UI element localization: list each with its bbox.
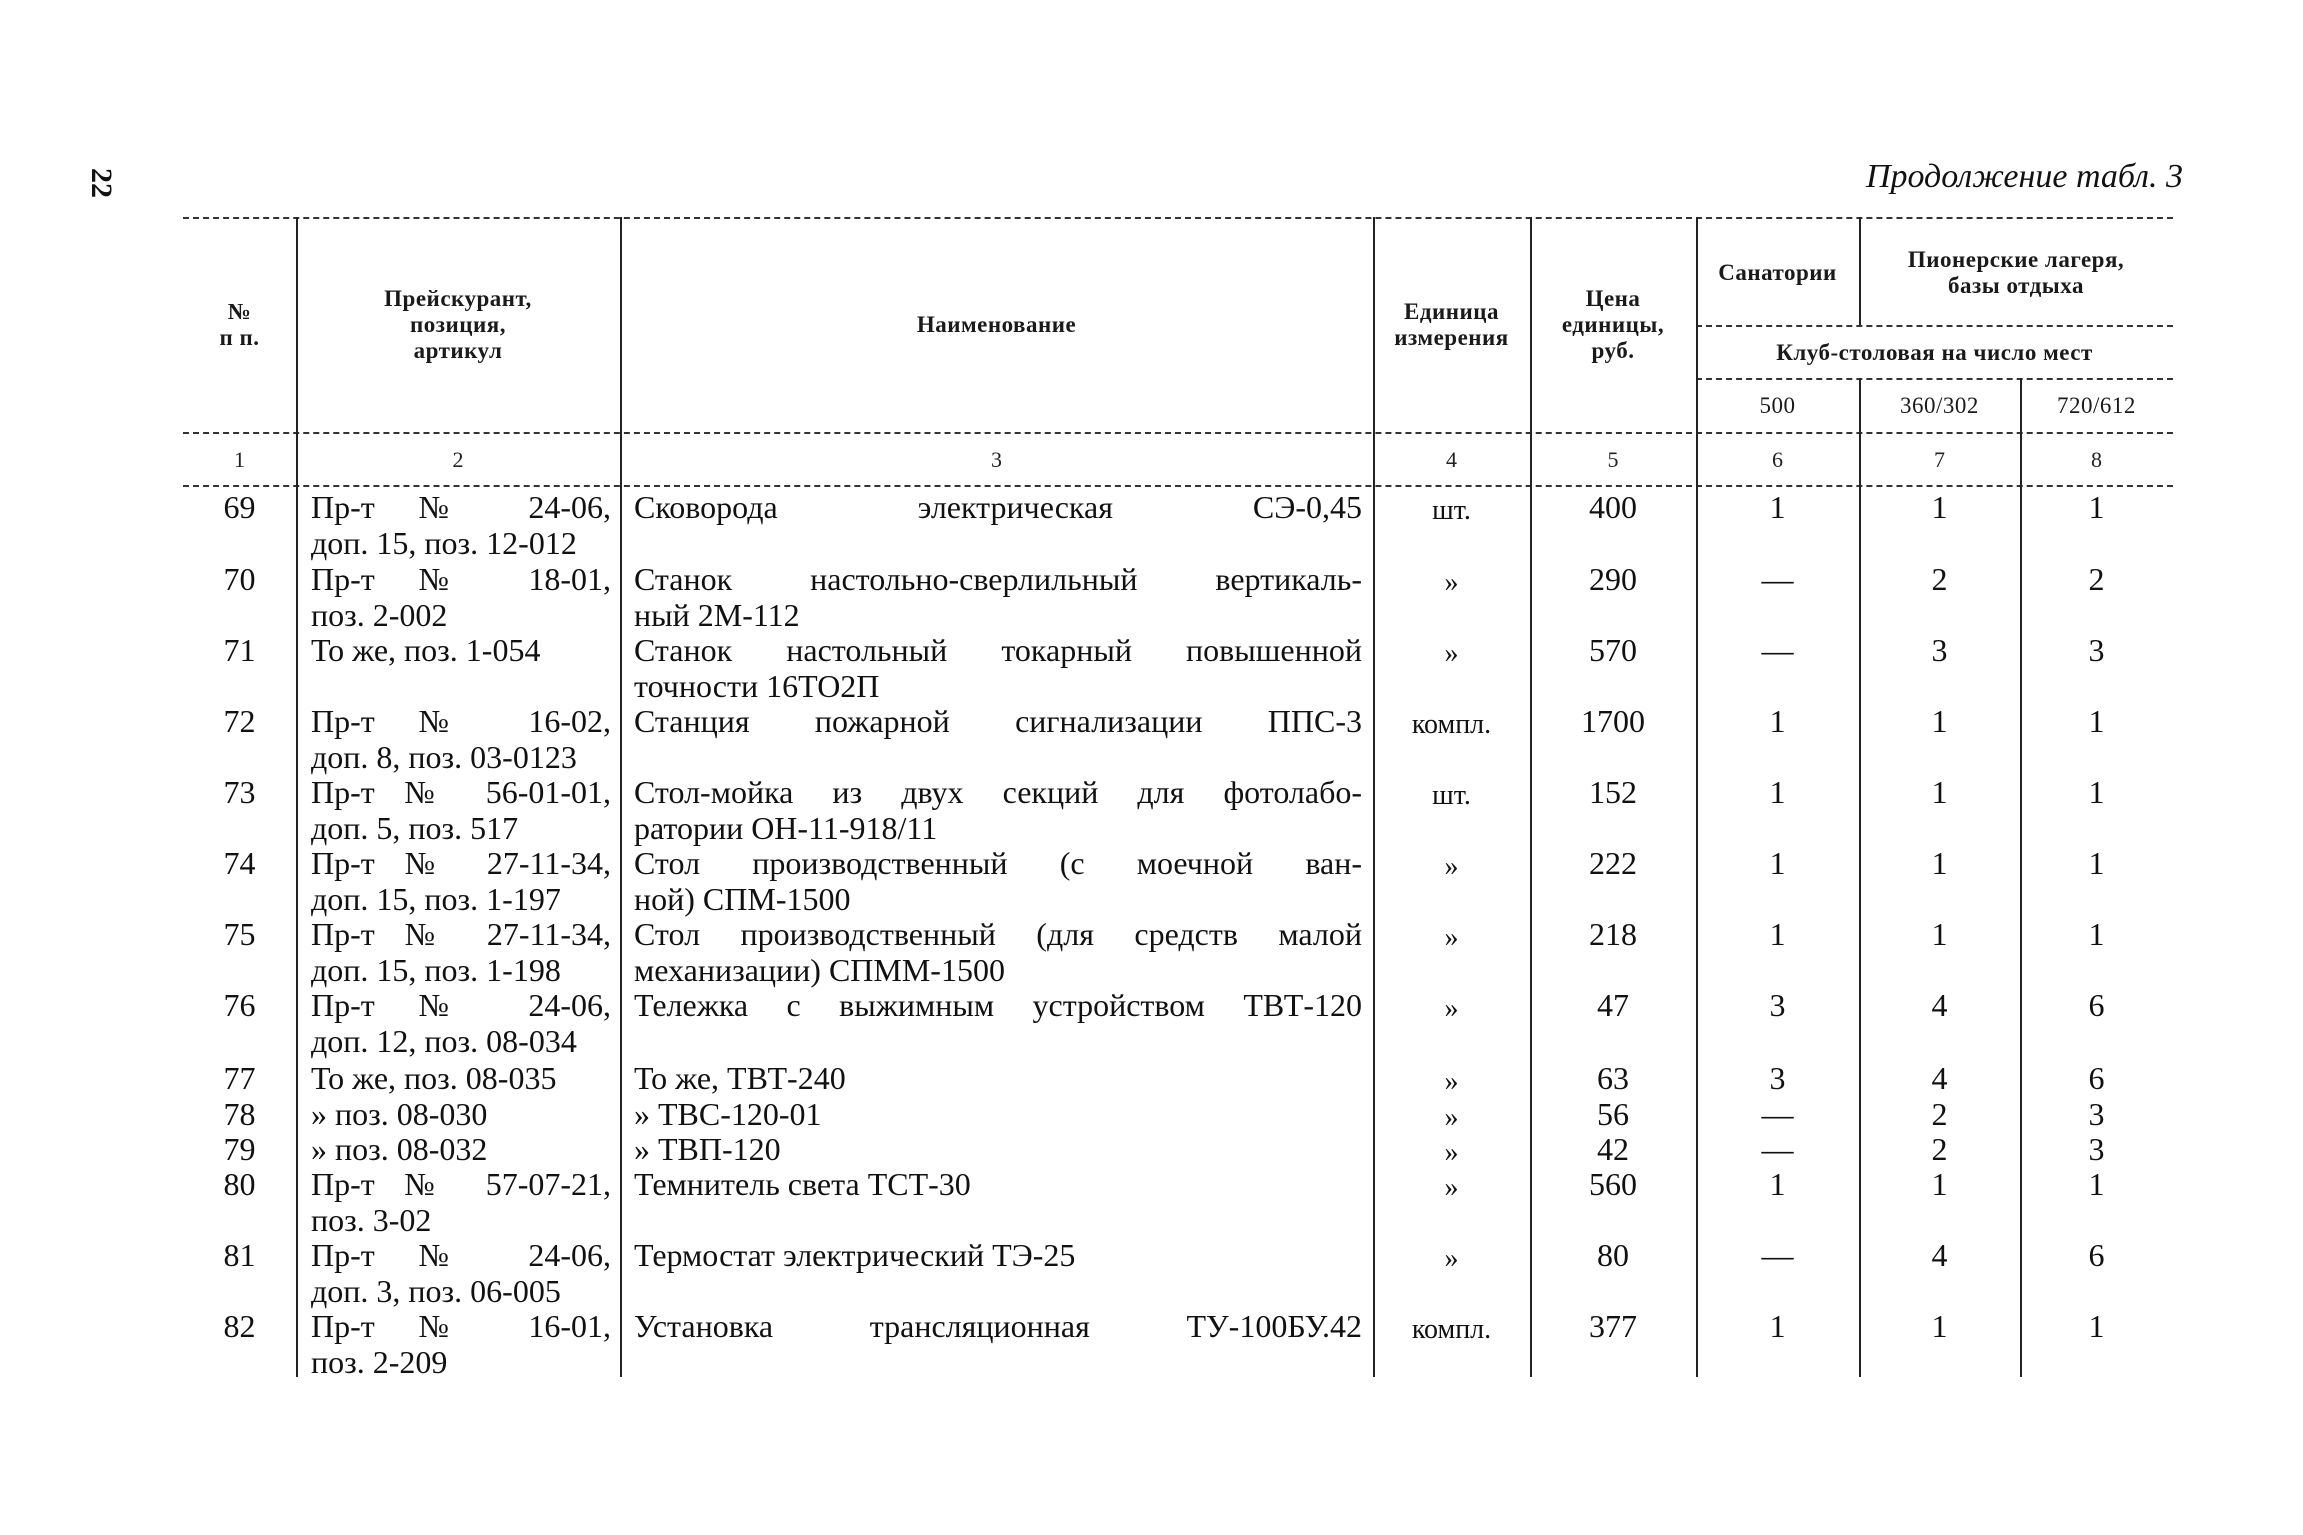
row-name: » ТВП-120: [634, 1131, 781, 1167]
row-quantity-c8: 1: [2088, 703, 2105, 739]
row-source: » поз. 08-032: [311, 1131, 488, 1167]
row-number: 69: [223, 489, 256, 525]
row-quantity-c8: 6: [2088, 1237, 2105, 1273]
row-price: 218: [1589, 916, 1637, 952]
row-unit: компл.: [1411, 709, 1492, 740]
row-price: 290: [1589, 561, 1637, 597]
row-quantity-c6: 1: [1769, 916, 1786, 952]
column-number: 7: [1934, 446, 1945, 472]
row-name: Стол-мойка из двух секций для фотолабо-: [634, 774, 1362, 810]
header-sanatorium: Санатории: [1718, 260, 1837, 285]
header-camps: Пионерские лагеря, базы отдыха: [1907, 247, 2125, 298]
row-quantity-c8: 6: [2088, 1060, 2105, 1096]
row-quantity-c6: 1: [1769, 1308, 1786, 1344]
row-number: 76: [223, 987, 256, 1023]
row-source: Пр-т № 24-06,: [311, 987, 611, 1023]
column-number: 5: [1607, 446, 1619, 472]
row-quantity-c6: —: [1761, 1096, 1794, 1132]
row-unit: »: [1444, 993, 1459, 1024]
column-number: 6: [1772, 446, 1783, 472]
row-source: Пр-т № 56-01-01,: [311, 774, 611, 810]
row-source: доп. 8, поз. 03-0123: [311, 739, 577, 775]
row-number: 73: [223, 774, 256, 810]
page-number: 22: [85, 168, 118, 198]
row-quantity-c7: 2: [1931, 1131, 1948, 1167]
row-source: То же, поз. 1-054: [311, 632, 541, 668]
row-quantity-c8: 1: [2088, 1166, 2105, 1202]
row-quantity-c7: 2: [1931, 561, 1948, 597]
row-source: » поз. 08-030: [311, 1096, 488, 1132]
row-quantity-c7: 1: [1931, 703, 1948, 739]
row-unit: »: [1444, 922, 1459, 953]
row-quantity-c7: 1: [1931, 916, 1948, 952]
header-price: Цена единицы, руб.: [1561, 286, 1665, 363]
row-quantity-c8: 6: [2088, 987, 2105, 1023]
row-number: 75: [223, 916, 256, 952]
row-source: Пр-т № 27-11-34,: [311, 845, 611, 881]
row-number: 72: [223, 703, 256, 739]
row-unit: »: [1444, 1066, 1459, 1097]
row-name: ной) СПМ-1500: [634, 881, 851, 917]
row-quantity-c7: 4: [1931, 1237, 1948, 1273]
row-name: То же, ТВТ-240: [634, 1060, 846, 1096]
row-source: То же, поз. 08-035: [311, 1060, 557, 1096]
row-name: Термостат электрический ТЭ-25: [634, 1237, 1076, 1273]
row-source: Пр-т № 18-01,: [311, 561, 611, 597]
row-name: Установка трансляционная ТУ-100БУ.42: [634, 1308, 1362, 1344]
row-quantity-c6: 1: [1769, 845, 1786, 881]
row-quantity-c8: 1: [2088, 845, 2105, 881]
column-number: 8: [2091, 446, 2102, 472]
row-quantity-c7: 4: [1931, 987, 1948, 1023]
header-source: Прейскурант, позиция, артикул: [384, 286, 532, 363]
row-unit: »: [1444, 1137, 1459, 1168]
row-number: 70: [223, 561, 256, 597]
row-price: 42: [1597, 1131, 1629, 1167]
row-source: доп. 5, поз. 517: [311, 810, 519, 846]
row-quantity-c6: 1: [1769, 1166, 1786, 1202]
row-source: Пр-т № 57-07-21,: [311, 1166, 611, 1202]
row-quantity-c7: 4: [1931, 1060, 1948, 1096]
row-price: 152: [1589, 774, 1637, 810]
header-num: № п п.: [219, 299, 260, 350]
row-name: Стол производственный (для средств малой: [634, 916, 1362, 952]
row-price: 377: [1589, 1308, 1637, 1344]
row-quantity-c7: 3: [1931, 632, 1948, 668]
row-source: доп. 15, поз. 1-197: [311, 881, 561, 917]
row-source: поз. 2-002: [311, 597, 448, 633]
row-name: » ТВС-120-01: [634, 1096, 822, 1132]
row-unit: »: [1444, 638, 1459, 669]
row-quantity-c7: 2: [1931, 1096, 1948, 1132]
row-quantity-c8: 1: [2088, 916, 2105, 952]
column-numbers-rule: [183, 485, 2173, 487]
row-source: доп. 12, поз. 08-034: [311, 1023, 577, 1059]
column-number: 1: [234, 446, 245, 472]
row-number: 78: [223, 1096, 256, 1132]
header-unit: Единица измерения: [1394, 299, 1509, 350]
table-continuation-caption: Продолжение табл. 3: [1865, 158, 2183, 195]
row-quantity-c6: —: [1761, 632, 1794, 668]
row-price: 560: [1589, 1166, 1637, 1202]
header-club: Клуб-столовая на число мест: [1776, 339, 2093, 365]
row-name: точности 16ТО2П: [634, 668, 880, 704]
row-quantity-c6: 3: [1769, 1060, 1786, 1096]
row-name: Станок настольный токарный повышенной: [634, 632, 1362, 668]
row-quantity-c6: 1: [1769, 774, 1786, 810]
price-table: [183, 213, 2173, 1378]
column-number: 2: [452, 446, 464, 472]
row-unit: »: [1444, 851, 1459, 882]
row-price: 47: [1597, 987, 1629, 1023]
row-name: ратории ОН-11-918/11: [634, 810, 938, 846]
row-quantity-c6: 1: [1769, 703, 1786, 739]
row-number: 80: [223, 1166, 256, 1202]
row-source: доп. 15, поз. 1-198: [311, 952, 561, 988]
row-price: 63: [1597, 1060, 1629, 1096]
row-quantity-c7: 1: [1931, 1308, 1948, 1344]
row-unit: »: [1444, 567, 1459, 598]
row-unit: шт.: [1432, 780, 1471, 811]
column-number: 4: [1446, 446, 1457, 472]
row-name: Станция пожарной сигнализации ППС-3: [634, 703, 1362, 739]
row-source: доп. 15, поз. 12-012: [311, 525, 577, 561]
row-quantity-c8: 1: [2088, 1308, 2105, 1344]
row-price: 80: [1597, 1237, 1629, 1273]
row-unit: »: [1444, 1243, 1459, 1274]
row-quantity-c7: 1: [1931, 489, 1948, 525]
row-number: 74: [223, 845, 256, 881]
row-name: Темнитель света ТСТ-30: [634, 1166, 971, 1202]
row-quantity-c6: —: [1761, 561, 1794, 597]
row-price: 570: [1589, 632, 1637, 668]
row-source: Пр-т № 16-02,: [311, 703, 611, 739]
row-quantity-c7: 1: [1931, 1166, 1948, 1202]
header-name: Наименование: [916, 312, 1077, 337]
row-unit: »: [1444, 1172, 1459, 1203]
row-source: поз. 2-209: [311, 1344, 448, 1380]
row-name: ный 2М-112: [634, 597, 800, 633]
row-quantity-c6: 3: [1769, 987, 1786, 1023]
row-source: Пр-т № 24-06,: [311, 489, 611, 525]
row-number: 77: [223, 1060, 256, 1096]
row-price: 56: [1597, 1096, 1629, 1132]
row-price: 400: [1589, 489, 1637, 525]
row-quantity-c6: —: [1761, 1237, 1794, 1273]
column-number: 3: [991, 446, 1002, 472]
row-quantity-c8: 1: [2088, 774, 2105, 810]
row-quantity-c6: —: [1761, 1131, 1794, 1167]
row-number: 82: [223, 1308, 256, 1344]
row-number: 71: [223, 632, 256, 668]
table-top-rule: [183, 217, 2173, 219]
row-quantity-c6: 1: [1769, 489, 1786, 525]
row-source: поз. 3-02: [311, 1202, 432, 1238]
row-unit: »: [1444, 1102, 1459, 1133]
row-number: 79: [223, 1131, 256, 1167]
row-quantity-c7: 1: [1931, 845, 1948, 881]
header-capacity-2: 360/302: [1900, 393, 1979, 418]
row-price: 222: [1589, 845, 1637, 881]
row-name: Тележка с выжимным устройством ТВТ-120: [634, 987, 1362, 1023]
row-source: Пр-т № 16-01,: [311, 1308, 611, 1344]
row-quantity-c8: 2: [2088, 561, 2105, 597]
row-source: доп. 3, поз. 06-005: [311, 1273, 561, 1309]
header-capacity-1: 500: [1759, 393, 1796, 418]
row-name: Стол производственный (с моечной ван-: [634, 845, 1362, 881]
row-unit: компл.: [1411, 1314, 1492, 1345]
header-capacity-3: 720/612: [2057, 393, 2136, 418]
row-quantity-c8: 3: [2088, 1096, 2105, 1132]
row-quantity-c8: 3: [2088, 632, 2105, 668]
row-quantity-c8: 1: [2088, 489, 2105, 525]
row-name: механизации) СПММ-1500: [634, 952, 1005, 988]
row-name: Сковорода электрическая СЭ-0,45: [634, 489, 1362, 525]
row-number: 81: [223, 1237, 256, 1273]
row-name: Станок настольно-сверлильный вертикаль-: [634, 561, 1362, 597]
row-unit: шт.: [1432, 495, 1471, 526]
row-quantity-c8: 3: [2088, 1131, 2105, 1167]
row-source: Пр-т № 24-06,: [311, 1237, 611, 1273]
row-quantity-c7: 1: [1931, 774, 1948, 810]
row-source: Пр-т № 27-11-34,: [311, 916, 611, 952]
row-price: 1700: [1581, 703, 1645, 739]
